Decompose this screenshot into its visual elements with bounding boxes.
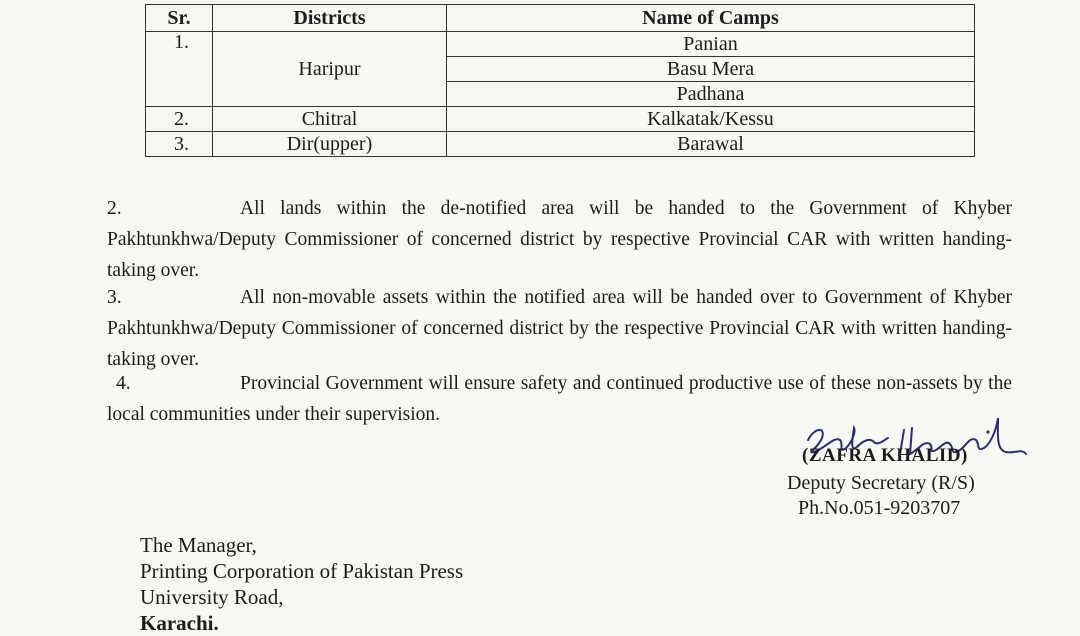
district-cell: Haripur: [213, 32, 447, 107]
paragraph-3: [107, 282, 1012, 375]
camp-cell: Kalkatak/Kessu: [447, 107, 975, 132]
recipient-address: [140, 532, 463, 636]
district-cell: Dir(upper): [213, 132, 447, 157]
sr-cell: 2.: [146, 107, 213, 132]
sr-cell: 3.: [146, 132, 213, 157]
sr-cell: 1.: [146, 32, 213, 107]
paragraph-number: 3.: [107, 287, 122, 308]
paragraph-2: [107, 193, 1012, 286]
camp-cell: Padhana: [447, 82, 975, 107]
paragraph-text: All lands within the de-notified area will be handed to the Government of Khyber Pakhtunkhwa/Deputy Commissioner of concerned district by respective Provincial CAR with written handing-taking over.: [107, 198, 1012, 281]
camps-table: [145, 4, 975, 157]
paragraph-text: All non-movable assets within the notified area will be handed over to Government of Khyber Pakhtunkhwa/Deputy Commissioner of concerned district by the respective Provincial CAR with written handing-taking over.: [107, 287, 1012, 370]
table-row: [146, 132, 975, 157]
paragraph-text: Provincial Government will ensure safety and continued productive use of these non-assets by the local communities under their supervision.: [107, 373, 1012, 425]
signatory-title: Deputy Secretary (R/S): [787, 472, 975, 494]
paragraph-number: 2.: [107, 198, 122, 219]
signatory-name: (ZAFRA KHALID): [802, 445, 968, 466]
district-cell: Chitral: [213, 107, 447, 132]
paragraph-number: 4.: [116, 373, 131, 394]
header-camps: Name of Camps: [447, 5, 975, 32]
table-header-row: [146, 5, 975, 32]
table-row: [146, 32, 975, 57]
signatory-phone: Ph.No.051-9203707: [798, 497, 961, 519]
address-line: University Road,: [140, 585, 284, 609]
camp-cell: Barawal: [447, 132, 975, 157]
header-sr: Sr.: [146, 5, 213, 32]
address-line: Karachi.: [140, 611, 219, 635]
table-row: [146, 107, 975, 132]
address-line: Printing Corporation of Pakistan Press: [140, 559, 464, 583]
camp-cell: Panian: [447, 32, 975, 57]
header-districts: Districts: [213, 5, 447, 32]
camp-cell: Basu Mera: [447, 57, 975, 82]
address-line: The Manager,: [140, 533, 257, 557]
